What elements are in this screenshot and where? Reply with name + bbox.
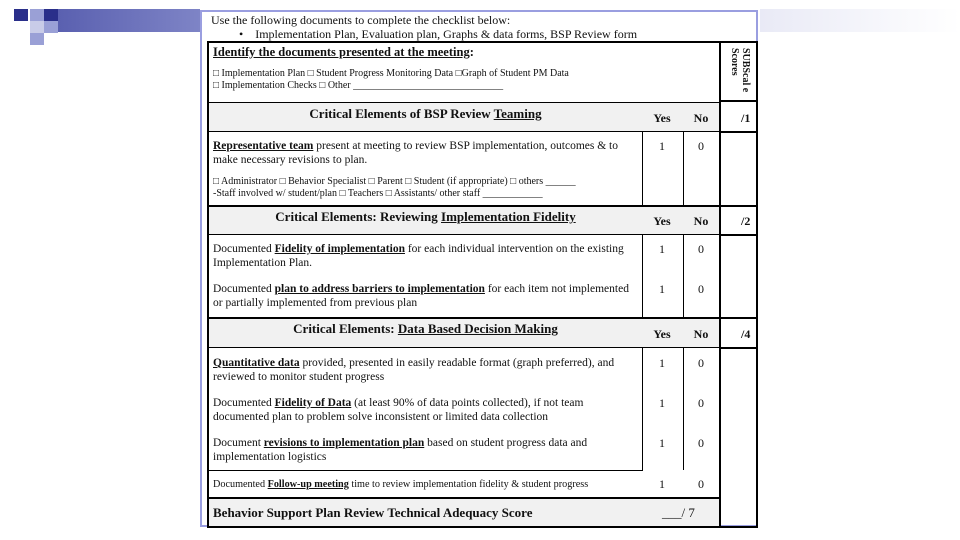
identify-options-2: □ Implementation Checks □ Other ______________________________ <box>213 80 504 91</box>
no-value: 0 <box>698 477 704 491</box>
subscale-score-teaming: /1 <box>741 111 751 125</box>
yes-header: Yes <box>653 327 671 341</box>
no-header: No <box>693 214 709 228</box>
header-square <box>30 33 44 45</box>
header-square <box>14 9 28 21</box>
subscale-score-data: /4 <box>741 327 751 341</box>
total-label: Behavior Support Plan Review Technical Adequacy Score <box>213 505 533 520</box>
item-plan-revisions: Document revisions to implementation plan based on student progress data and implementation logistics <box>213 437 588 463</box>
no-value: 0 <box>698 396 704 410</box>
yes-value: 1 <box>659 139 665 153</box>
team-roles-1: □ Administrator □ Behavior Specialist □ Parent □ Student (if appropriate) □ others ______ <box>213 176 576 187</box>
header-bar-fade <box>760 9 960 32</box>
team-roles-2: -Staff involved w/ student/plan □ Teachers □ Assistants/ other staff ____________ <box>213 188 543 199</box>
yes-value: 1 <box>659 282 665 296</box>
no-value: 0 <box>698 242 704 256</box>
header-bar <box>58 9 200 32</box>
yes-header: Yes <box>653 214 671 228</box>
intro-line: Use the following documents to complete the checklist below: <box>211 13 511 27</box>
no-value: 0 <box>698 282 704 296</box>
item-follow-up-meeting: Documented Follow-up meeting time to review implementation fidelity & student progress <box>213 479 589 490</box>
header-square <box>44 9 58 21</box>
header-square <box>30 21 44 33</box>
section-title-data-decision: Critical Elements: Data Based Decision Making <box>293 321 558 336</box>
no-header: No <box>693 327 709 341</box>
item-fidelity-implementation: Documented Fidelity of implementation for each individual intervention on the existing Implementation Plan. <box>213 243 624 269</box>
no-header: No <box>693 111 709 125</box>
no-value: 0 <box>698 436 704 450</box>
total-score: ___/ 7 <box>662 505 695 520</box>
item-representative-team: Representative team present at meeting to review BSP implementation, outcomes & to make necessary revisions to plan. <box>213 140 618 166</box>
yes-header: Yes <box>653 111 671 125</box>
item-fidelity-data: Documented Fidelity of Data (at least 90% of data points collected), if not team documented plan to problem solve inconsistent or limited data collection <box>213 397 584 423</box>
intro-bullet: • Implementation Plan, Evaluation plan, Graphs & data forms, BSP Review form <box>239 27 638 41</box>
yes-value: 1 <box>659 356 665 370</box>
identify-options-1: □ Implementation Plan □ Student Progress Monitoring Data □Graph of Student PM Data <box>213 68 569 79</box>
item-barriers-plan: Documented plan to address barriers to implementation for each item not implemented or partially implemented from previous plan <box>213 283 629 309</box>
no-value: 0 <box>698 356 704 370</box>
item-quantitative-data: Quantitative data provided, presented in easily readable format (graph preferred), and reviewed to monitor student progress <box>213 357 615 383</box>
yes-value: 1 <box>659 477 665 491</box>
identify-title: Identify the documents presented at the meeting: <box>213 45 474 59</box>
yes-value: 1 <box>659 396 665 410</box>
no-value: 0 <box>698 139 704 153</box>
yes-value: 1 <box>659 242 665 256</box>
section-title-fidelity: Critical Elements: Reviewing Implementation Fidelity <box>275 209 576 224</box>
section-title-teaming: Critical Elements of BSP Review Teaming <box>309 106 542 121</box>
subscale-score-fidelity: /2 <box>741 214 751 228</box>
header-square <box>30 9 44 21</box>
yes-value: 1 <box>659 436 665 450</box>
intro <box>211 13 637 41</box>
subscale-header: SUBScal e Scores <box>729 48 751 93</box>
header-square <box>44 21 58 33</box>
